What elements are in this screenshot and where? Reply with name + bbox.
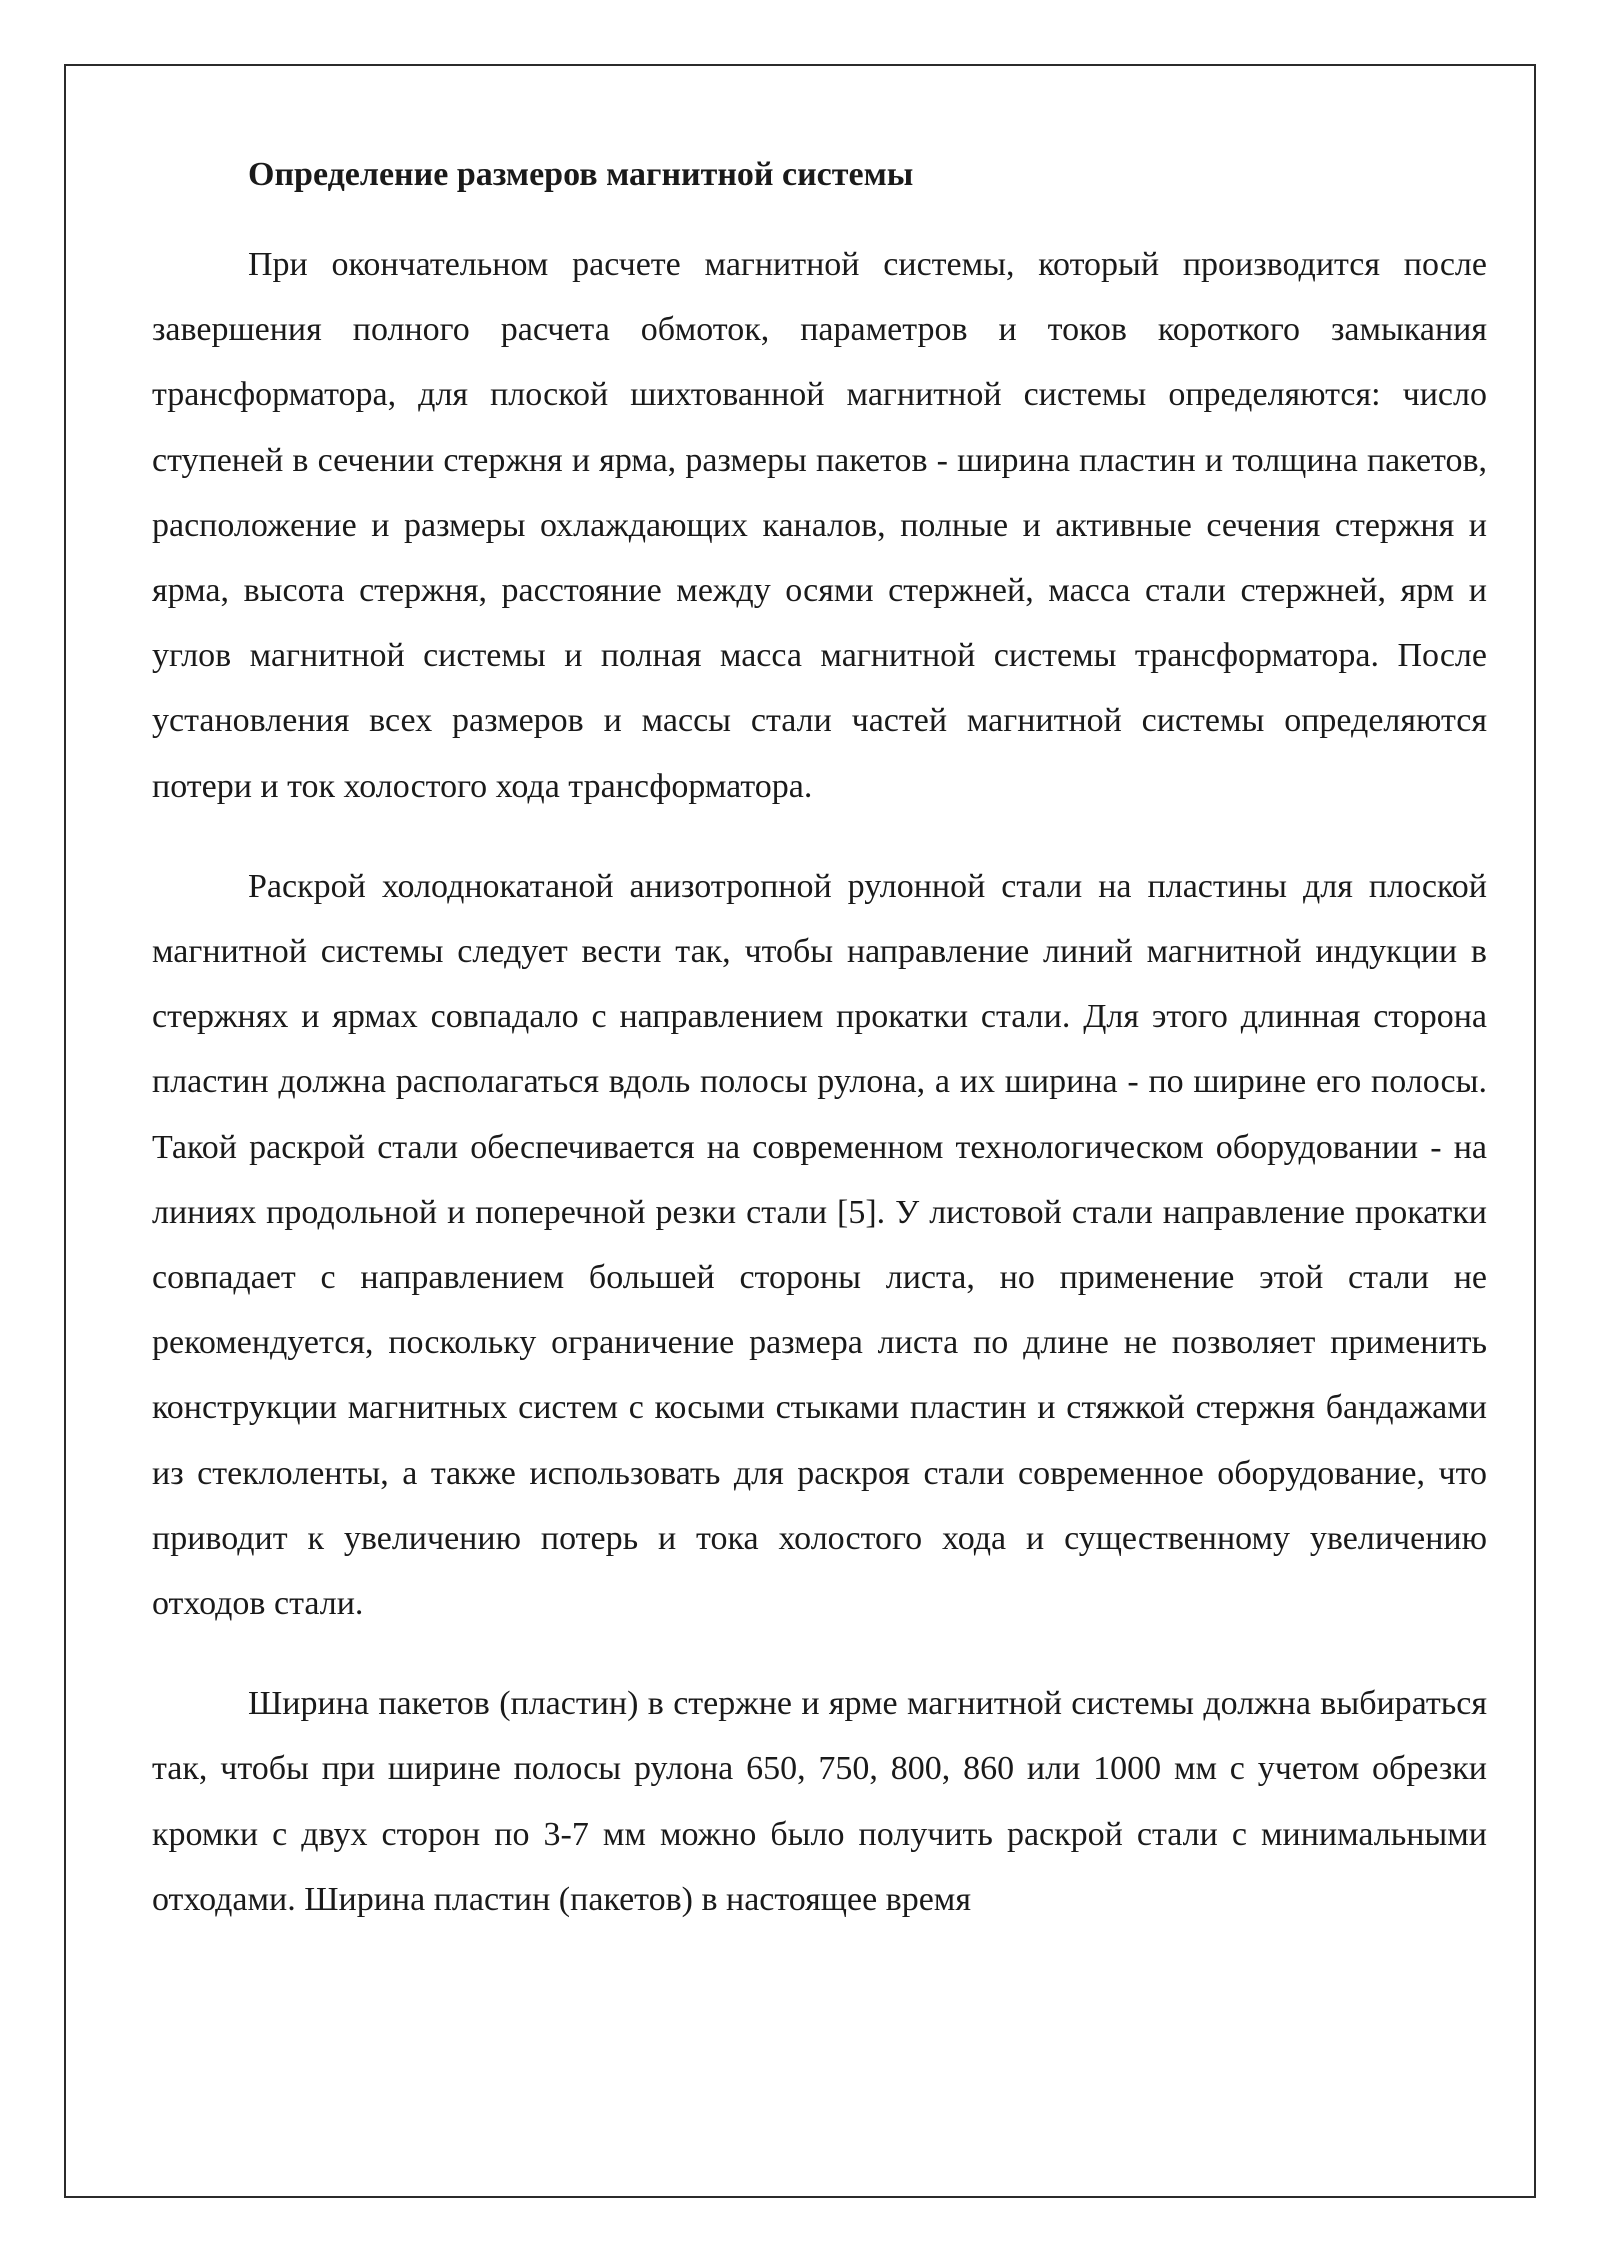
paragraph-2: Раскрой холоднокатаной анизотропной рулонной стали на пластины для плоской магнитной системы следует вести так, чтобы направление линий магнитной индукции в стержнях и ярмах совпадало с направлением прокатки стали. Для этого длинная сторона пластин должна располагаться вдоль полосы рулона, а их ширина - по ширине его полосы. Такой раскрой стали обеспечивается на современном технологическом оборудовании - на линиях продольной и поперечной резки стали [5]. У листовой стали направление прокатки совпадает с направлением большей стороны листа, но применение этой стали не рекомендуется, поскольку ограничение размера листа по длине не позволяет применить конструкции магнитных систем с косыми стыками пластин и стяжкой стержня бандажами из стеклоленты, а также использовать для раскроя стали современное оборудование, что приводит к увеличению потерь и тока холостого хода и существенному увеличению отходов стали.: [152, 867, 1487, 1623]
document-body: [152, 150, 1487, 1967]
section-heading: Определение размеров магнитной системы: [248, 156, 914, 193]
paragraph-3: Ширина пакетов (пластин) в стержне и ярме магнитной системы должна выбираться так, чтобы при ширине полосы рулона 650, 750, 800, 860 или 1000 мм с учетом обрезки кромки с двух сторон по 3-7 мм можно было получить раскрой стали с минимальными отходами. Ширина пластин (пакетов) в настоящее время: [152, 1685, 1487, 1918]
paragraph-1: При окончательном расчете магнитной системы, который производится после завершения полного расчета обмоток, параметров и токов короткого замыкания трансформатора, для плоской шихтованной магнитной системы определяются: число ступеней в сечении стержня и ярма, размеры пакетов - ширина пластин и толщина пакетов, расположение и размеры охлаждающих каналов, полные и активные сечения стержня и ярма, высота стержня, расстояние между осями стержней, масса стали стержней, ярм и углов магнитной системы и полная масса магнитной системы трансформатора. После установления всех размеров и массы стали частей магнитной системы определяются потери и ток холостого хода трансформатора.: [152, 246, 1487, 805]
